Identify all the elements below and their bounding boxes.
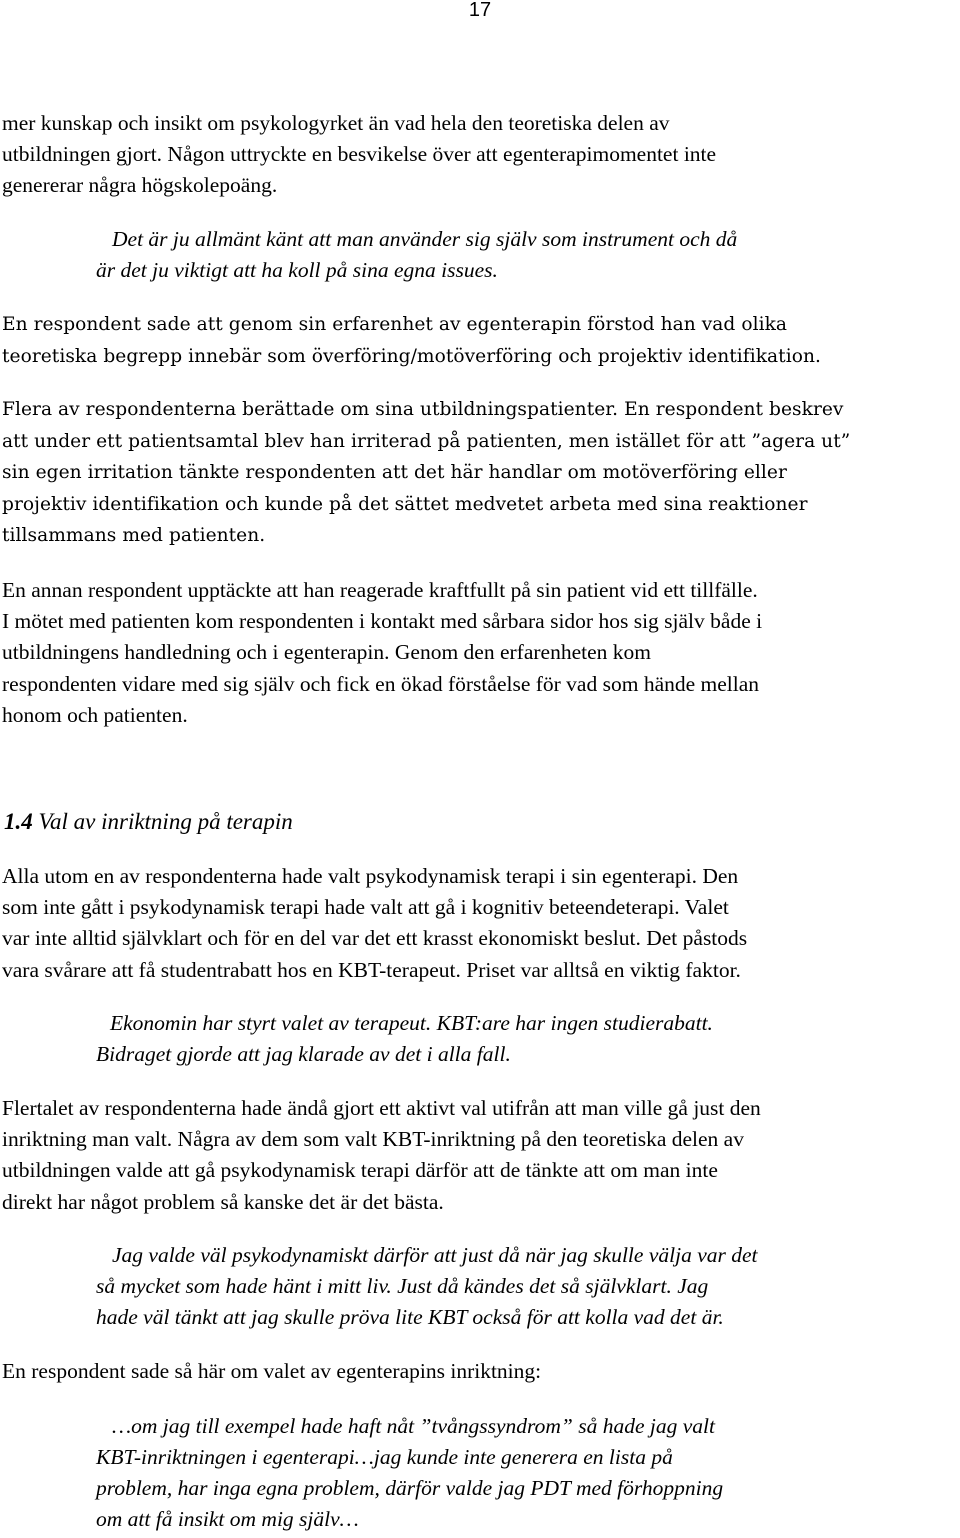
quote-line: problem, har inga egna problem, därför valde jag PDT med förhoppning	[96, 1476, 724, 1500]
quote-line: …om jag till exempel hade haft nåt ”tvångssyndrom” så hade jag valt	[112, 1414, 715, 1438]
quote-line: Bidraget gjorde att jag klarade av det i alla fall.	[96, 1042, 511, 1066]
text-line: teoretiska begrepp innebär som överföring/motöverföring och projektiv identifikation.	[2, 345, 821, 367]
paragraph-1	[2, 108, 960, 202]
text-line: Alla utom en av respondenterna hade valt psykodynamisk terapi i sin egenterapi. Den	[2, 864, 739, 888]
text-line: var inte alltid självklart och för en del var det ett krasst ekonomiskt beslut. Det påstods	[2, 926, 748, 951]
text-line: En annan respondent upptäckte att han reagerade kraftfullt på sin patient vid ett tillfälle.	[2, 578, 758, 602]
section-title: Val av inriktning på terapin	[38, 809, 293, 834]
quote-line: hade väl tänkt att jag skulle pröva lite KBT också för att kolla vad det är.	[96, 1305, 724, 1329]
text-line: honom och patienten.	[2, 702, 188, 727]
text-line: mer kunskap och insikt om psykologyrket än vad hela den teoretiska delen av	[2, 111, 670, 135]
quote-line: Ekonomin har styrt valet av terapeut. KBT:are har ingen studierabatt.	[110, 1011, 713, 1035]
paragraph-4	[2, 575, 960, 731]
text-line: respondenten vidare med sig själv och fick en ökad förståelse för vad som hände mellan	[2, 671, 760, 696]
paragraph-3	[2, 394, 960, 552]
quote-line: så mycket som hade hänt i mitt liv. Just då kändes det så självklart. Jag	[96, 1274, 709, 1298]
text-line: En respondent sade så här om valet av egenterapins inriktning:	[2, 1359, 542, 1383]
paragraph-6	[2, 1093, 960, 1218]
text-line: utbildningen valde att gå psykodynamisk terapi därför att de tänkte att om man inte	[2, 1158, 718, 1183]
text-line: sin egen irritation tänkte respondenten att det här handlar om motöverföring eller	[2, 462, 787, 483]
text-line: genererar några högskolepoäng.	[2, 173, 278, 198]
paragraph-5	[2, 861, 960, 986]
text-line: En respondent sade att genom sin erfarenhet av egenterapin förstod han vad olika	[2, 314, 788, 335]
text-line: Flertalet av respondenterna hade ändå gjort ett aktivt val utifrån att man ville gå just den	[2, 1096, 761, 1120]
text-line: utbildningens handledning och i egenterapin. Genom den erfarenheten kom	[2, 640, 651, 665]
text-line: Flera av respondenterna berättade om sina utbildningspatienter. En respondent beskrev	[2, 399, 844, 420]
quote-line: om att få insikt om mig själv…	[96, 1507, 359, 1531]
text-line: direkt har något problem så kanske det är det bästa.	[2, 1189, 444, 1214]
text-line: vara svårare att få studentrabatt hos en KBT-terapeut. Priset var alltså en viktig faktor.	[2, 957, 741, 982]
quote-line: KBT-inriktningen i egenterapi…jag kunde inte generera en lista på	[96, 1445, 673, 1469]
quote-3	[96, 1240, 952, 1333]
quote-line: Jag valde väl psykodynamiskt därför att just då när jag skulle välja var det	[112, 1243, 758, 1267]
text-line: utbildningen gjort. Någon uttryckte en besvikelse över att egenterapimomentet inte	[2, 142, 717, 167]
text-line: projektiv identifikation och kunde på det sättet medvetet arbeta med sina reaktioner	[2, 493, 808, 515]
text-line: inriktning man valt. Några av dem som valt KBT-inriktning på den teoretiska delen av	[2, 1127, 744, 1152]
text-line: tillsammans med patienten.	[2, 525, 266, 546]
text-line: I mötet med patienten kom respondenten i kontakt med sårbara sidor hos sig själv både i	[2, 609, 763, 634]
paragraph-2	[2, 309, 960, 372]
paragraph-7	[2, 1356, 960, 1387]
text-line: som inte gått i psykodynamisk terapi hade valt att gå i kognitiv beteendeterapi. Valet	[2, 895, 729, 920]
page-number: 17	[468, 0, 492, 21]
section-number: 1.4	[4, 809, 33, 834]
quote-4	[96, 1411, 952, 1535]
quote-line: är det ju viktigt att ha koll på sina egna issues.	[96, 258, 498, 282]
quote-line: Det är ju allmänt känt att man använder sig själv som instrument och då	[112, 227, 738, 251]
quote-2	[96, 1008, 952, 1070]
section-heading	[4, 806, 293, 838]
text-line: att under ett patientsamtal blev han irriterad på patienten, men istället för att ”agera ut”	[2, 430, 851, 452]
quote-1	[96, 224, 952, 286]
